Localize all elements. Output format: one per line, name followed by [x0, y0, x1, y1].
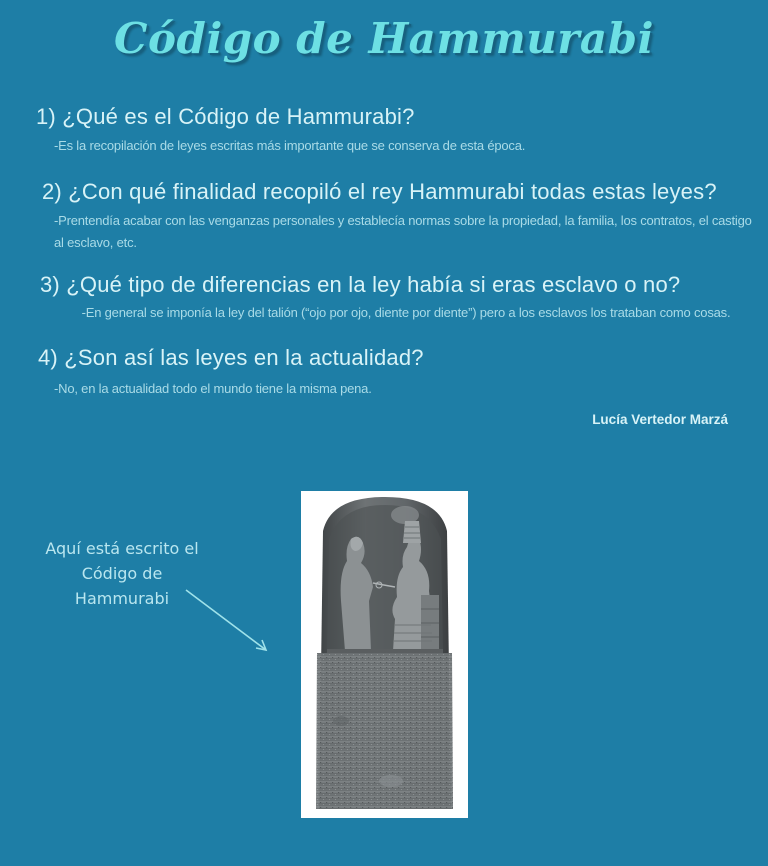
answer-1: -Es la recopilación de leyes escritas más importante que se conserva de esta época.: [54, 138, 526, 153]
stele-illustration: [301, 491, 468, 818]
arrow-icon: [180, 580, 280, 660]
answer-4: -No, en la actualidad todo el mundo tiene la misma pena.: [54, 381, 372, 396]
question-3: 3) ¿Qué tipo de diferencias en la ley había si eras esclavo o no?: [40, 272, 681, 297]
hammurabi-stele-photo: [301, 491, 468, 818]
question-1: 1) ¿Qué es el Código de Hammurabi?: [36, 104, 415, 129]
page-title: Código de Hammurabi: [114, 14, 654, 63]
answer-2: -Prentendía acabar con las venganzas personales y establecía normas sobre la propiedad, la familia, los contratos, el castigo al esclavo, etc.: [54, 213, 752, 250]
author-name: Lucía Vertedor Marzá: [592, 412, 728, 427]
question-2: 2) ¿Con qué finalidad recopiló el rey Hammurabi todas estas leyes?: [42, 179, 717, 204]
answer-3: -En general se imponía la ley del talión (“ojo por ojo, diente por diente”) pero a los esclavos los trataban como cosas.: [81, 305, 731, 320]
image-caption: Aquí está escrito el Código de Hammurabi: [45, 539, 199, 608]
question-4: 4) ¿Son así las leyes en la actualidad?: [38, 345, 424, 370]
